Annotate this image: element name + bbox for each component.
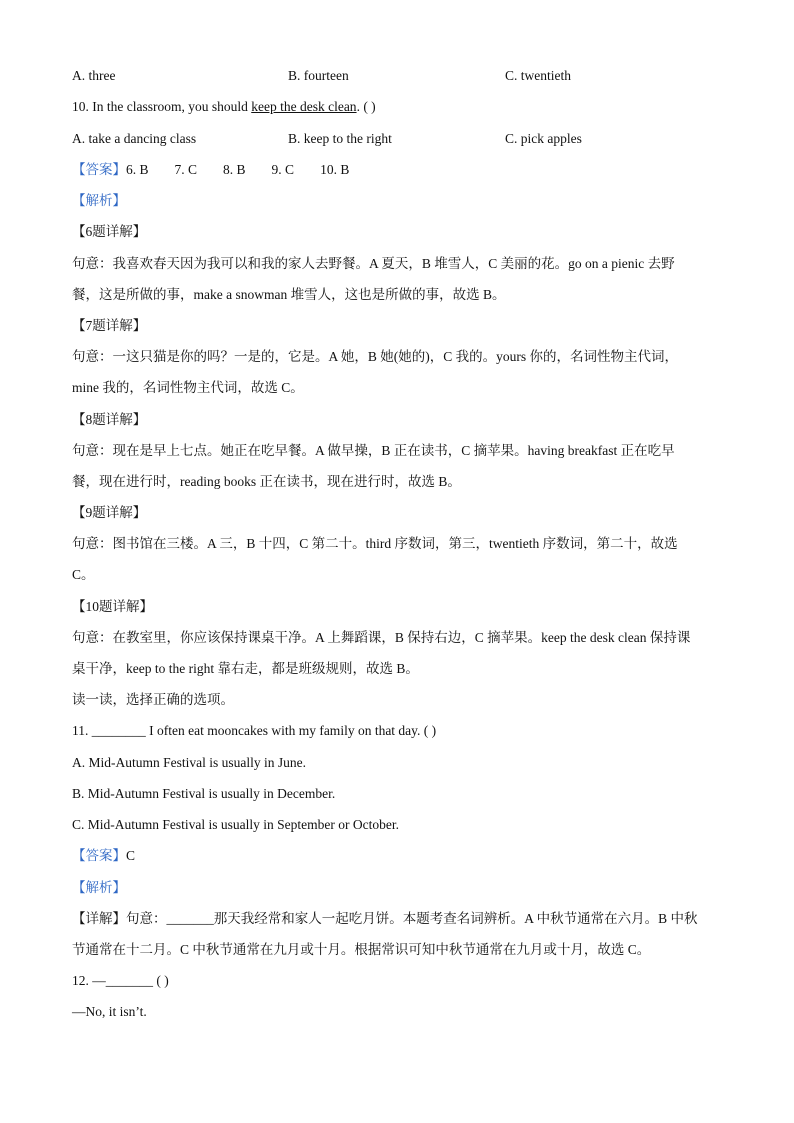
q10-option-a: A. take a dancing class xyxy=(72,131,197,146)
q9-option-a: A. three xyxy=(72,68,116,83)
answer-item: 6. B xyxy=(126,162,149,177)
q12-stem: 12. —_______ ( ) xyxy=(72,973,169,988)
q11-answer xyxy=(72,846,732,866)
q11-detail-label: 【详解】 xyxy=(72,911,126,926)
q10-stem xyxy=(72,97,732,117)
q10-detail-line1: 句意：在教室里，你应该保持课桌干净。A 上舞蹈课，B 保持右边，C 摘苹果。keep the desk clean 保持课 xyxy=(72,630,691,645)
answer-item: 10. B xyxy=(320,162,350,177)
q9-detail-line1: 句意：图书馆在三楼。A 三，B 十四，C 第二十。third 序数词，第三，twentieth 序数词，第二十，故选 xyxy=(72,536,678,551)
q7-detail-line2: mine 我的，名词性物主代词，故选 C。 xyxy=(72,380,304,395)
q10-stem-pre: 10. In the classroom, you should xyxy=(72,99,252,114)
section-instruction: 读一读，选择正确的选项。 xyxy=(72,692,234,707)
q6-detail-label: 【6题详解】 xyxy=(72,224,147,239)
q11-detail-line2: 节通常在十二月。C 中秋节通常在九月或十月。根据常识可知中秋节通常在九月或十月，故选 C。 xyxy=(72,942,651,957)
answers-6-10 xyxy=(72,160,732,180)
q11-analysis-label: 【解析】 xyxy=(72,880,126,895)
q6-detail-line2: 餐，这是所做的事，make a snowman 堆雪人，这也是所做的事，故选 B。 xyxy=(72,287,506,302)
q9-option-c: C. twentieth xyxy=(505,68,571,83)
q6-detail-line1: 句意：我喜欢春天因为我可以和我的家人去野餐。A 夏天，B 堆雪人，C 美丽的花。go on a pienic 去野 xyxy=(72,256,675,271)
q12-reply: —No, it isn’t. xyxy=(72,1004,147,1019)
q8-detail-label: 【8题详解】 xyxy=(72,412,147,427)
q10-detail-line2: 桌干净，keep to the right 靠右走，都是班级规则，故选 B。 xyxy=(72,661,419,676)
analysis-label: 【解析】 xyxy=(72,193,126,208)
q10-underlined-phrase: keep the desk clean xyxy=(251,99,357,114)
answer-item: 9. C xyxy=(271,162,295,177)
q11-option-c: C. Mid-Autumn Festival is usually in September or October. xyxy=(72,817,399,832)
q9-detail-line2: C。 xyxy=(72,567,95,582)
q11-option-b: B. Mid-Autumn Festival is usually in December. xyxy=(72,786,336,801)
q11-detail-text: 句意：_______那天我经常和家人一起吃月饼。本题考查名词辨析。A 中秋节通常在六月。B 中秋 xyxy=(126,911,698,926)
q11-detail-line1 xyxy=(72,909,732,929)
q9-detail-label: 【9题详解】 xyxy=(72,505,147,520)
q11-answer-value: C xyxy=(126,848,136,863)
answer-item: 7. C xyxy=(174,162,198,177)
answer-label: 【答案】 xyxy=(72,162,126,177)
q9-option-b: B. fourteen xyxy=(288,68,349,83)
q8-detail-line2: 餐，现在进行时，reading books 正在读书，现在进行时，故选 B。 xyxy=(72,474,461,489)
q11-option-a: A. Mid-Autumn Festival is usually in June. xyxy=(72,755,306,770)
q8-detail-line1: 句意：现在是早上七点。她正在吃早餐。A 做早操，B 正在读书，C 摘苹果。having breakfast 正在吃早 xyxy=(72,443,675,458)
answer-item: 8. B xyxy=(223,162,246,177)
answer-label: 【答案】 xyxy=(72,848,126,863)
q7-detail-label: 【7题详解】 xyxy=(72,318,147,333)
q10-stem-post: . ( ) xyxy=(356,99,376,114)
q11-stem: 11. ________ I often eat mooncakes with my family on that day. ( ) xyxy=(72,723,437,738)
q10-detail-label: 【10题详解】 xyxy=(72,599,153,614)
q10-option-c: C. pick apples xyxy=(505,131,582,146)
q7-detail-line1: 句意：一这只猫是你的吗？一是的，它是。A 她，B 她(她的)，C 我的。yours 你的，名词性物主代词， xyxy=(72,349,679,364)
q10-option-b: B. keep to the right xyxy=(288,131,392,146)
